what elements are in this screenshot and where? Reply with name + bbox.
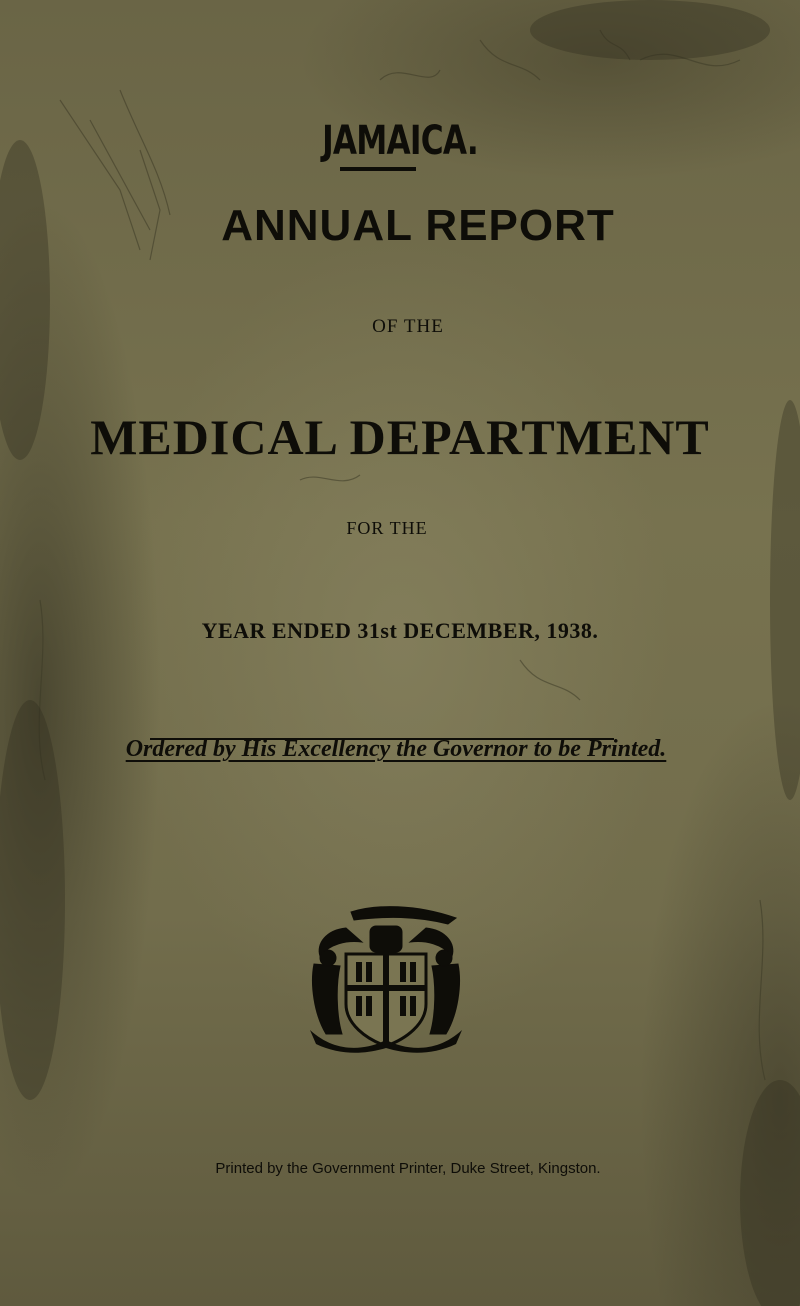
country-heading: JAMAICA.	[322, 118, 478, 164]
for-the-text: FOR THE	[346, 518, 428, 538]
report-title: ANNUAL REPORT	[221, 201, 615, 250]
of-the-text: OF THE	[372, 316, 444, 337]
jamaica-coat-of-arms-icon	[306, 904, 466, 1054]
report-period: YEAR ENDED 31st DECEMBER, 1938.	[201, 618, 599, 643]
department-title: MEDICAL DEPARTMENT	[90, 409, 710, 465]
heading-underline	[340, 167, 416, 171]
printer-imprint: Printed by the Government Printer, Duke Street, Kingston.	[215, 1160, 601, 1177]
order-note: Ordered by His Excellency the Governor to be Printed.	[125, 736, 667, 762]
